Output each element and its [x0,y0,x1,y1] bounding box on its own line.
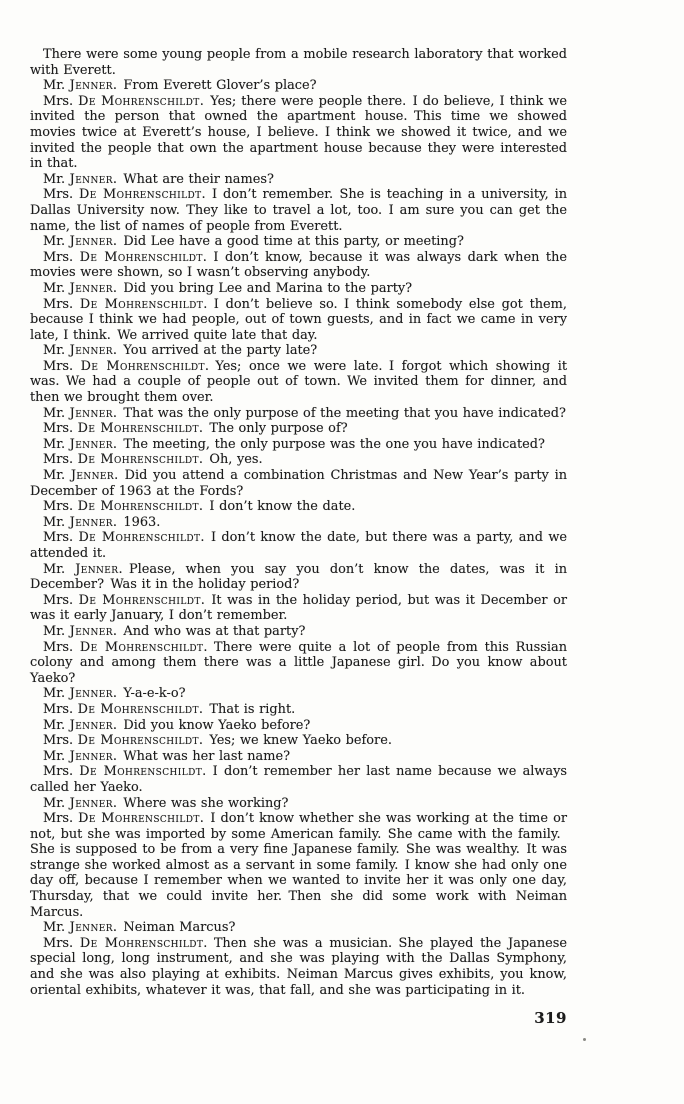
testimony-paragraph: Mr. Jenner. What was her last name? [43,748,291,764]
speaker-name: Mrs. De Mohrenschildt [43,530,201,546]
speaker-surname: Jenner [69,795,113,811]
speaker-name: Mrs. De Mohrenschildt [43,499,199,515]
speaker-name: Mr. Jenner [43,561,119,577]
speaker-surname: De Mohrenschildt [78,187,202,203]
speaker-surname: Jenner [69,343,113,359]
testimony-paragraph: Mrs. De Mohrenschildt. That is right. [43,701,296,717]
testimony-paragraph: Mr. Jenner. Did you know Yaeko before? [43,717,311,733]
speaker-surname: Jenner [75,561,119,577]
testimony-paragraph: Mr. Jenner. 1963. [43,514,161,530]
speaker-name: Mrs. De Mohrenschildt [43,421,199,437]
speaker-surname: De Mohrenschildt [79,935,204,951]
speaker-surname: De Mohrenschildt [77,421,199,437]
testimony-paragraph: Mr. Jenner. What are their names? [43,171,274,187]
speaker-name: Mr. Jenner [43,343,113,359]
testimony-paragraph: Mr. Jenner. Did you bring Lee and Marina to the party? [43,280,413,296]
testimony-paragraph: Mrs. De Mohrenschildt. I don’t know, because it was always dark when the movies were shown, so I wasn’t observing anybody. [30,249,568,281]
speaker-surname: De Mohrenschildt [78,592,201,608]
speaker-surname: Jenner [70,468,115,484]
speaker-name: Mr. Jenner [43,468,115,484]
print-artifact-dot [583,1038,586,1041]
testimony-paragraph: Mrs. De Mohrenschildt. I don’t remember her last name because we always called her Yaeko. [30,764,567,795]
speaker-surname: Jenner [69,405,113,421]
speaker-surname: De Mohrenschildt [78,811,200,827]
testimony-paragraph: Mrs. De Mohrenschildt. I don’t know the date, but there was a party, and we attended it. [30,530,567,561]
speaker-name: Mrs. De Mohrenschildt [43,811,200,827]
speaker-surname: Jenner [69,234,113,250]
speaker-surname: Jenner [69,623,113,639]
speaker-name: Mrs. De Mohrenschildt [43,249,203,265]
testimony-paragraph: Mrs. De Mohrenschildt. Then she was a musician. She played the Japanese special long, long instrument, and she was playing with the Dallas Symphony, and she was also playing at exhibits. Neiman Marcus gives exhibits, you know, oriental exhibits, whatever it was, that fall, and she was participating in it. [30,935,567,998]
speaker-surname: De Mohrenschildt [80,358,205,374]
speaker-surname: Jenner [69,171,113,187]
speaker-surname: Jenner [69,280,113,296]
speaker-name: Mr. Jenner [43,280,113,296]
speaker-name: Mr. Jenner [43,234,113,250]
speaker-name: Mr. Jenner [43,795,113,811]
testimony-paragraph: Mrs. De Mohrenschildt. The only purpose of? [43,421,348,437]
speaker-name: Mrs. De Mohrenschildt [43,733,199,749]
speaker-surname: Jenner [69,920,113,936]
testimony-paragraph: Mr. Jenner. That was the only purpose of the meeting that you have indicated? [43,405,566,421]
testimony-paragraph: Mrs. De Mohrenschildt. It was in the holiday period, but was it December or was it early January, I don’t remember. [30,592,568,624]
speaker-surname: De Mohrenschildt [79,764,203,780]
speaker-surname: Jenner [69,436,113,452]
testimony-paragraph: Mr. Jenner. And who was at that party? [43,623,306,639]
speaker-surname: De Mohrenschildt [79,249,203,265]
speaker-name: Mrs. De Mohrenschildt [43,93,200,109]
testimony-paragraph: Mrs. De Mohrenschildt. Yes; there were people there. I do believe, I think we invited the person that owned the apartment house. This time we showed movies twice at Everett’s house, I believe. I think we showed it twice, and we invited the people that own the apartment house because they were interested in that. [30,93,567,172]
testimony-paragraph: Mr. Jenner. Did Lee have a good time at this party, or meeting? [43,234,464,250]
speaker-surname: Jenner [69,514,113,530]
speaker-name: Mr. Jenner [43,748,113,764]
testimony-paragraph: Mr. Jenner. From Everett Glover’s place? [43,78,317,94]
speaker-name: Mr. Jenner [43,171,113,187]
testimony-paragraph: Mrs. De Mohrenschildt. I don’t know whether she was working at the time or not, but she was imported by some American family. She came with the family. She is supposed to be from a very fine Japanese family. She was wealthy. It was strange she worked almost as a servant in some family. I know she had only one day off, because I remember when we wanted to invite her it was only one day, Thursday, that we could invite her. Then she did some work with Neiman Marcus. [30,811,568,920]
speaker-surname: De Mohrenschildt [77,733,199,749]
testimony-paragraph: Mrs. De Mohrenschildt. I don’t believe so. I think somebody else got them, because I think we had people, out of town guests, and in fact we came in very late, I think. We arrived quite late that day. [30,296,567,343]
speaker-surname: Jenner [69,748,113,764]
speaker-name: Mr. Jenner [43,78,113,94]
speaker-name: Mrs. De Mohrenschildt [43,639,204,655]
testimony-paragraph: Mrs. De Mohrenschildt. There were quite a lot of people from this Russian colony and among them there was a little Japanese girl. Do you know about Yaeko? [30,639,568,686]
speaker-name: Mrs. De Mohrenschildt [43,764,203,780]
speaker-surname: Jenner [69,686,113,702]
speaker-name: Mr. Jenner [43,686,113,702]
testimony-paragraph: There were some young people from a mobile research laboratory that worked with Everett. [30,47,567,78]
testimony-paragraph: Mr. Jenner. You arrived at the party late? [43,343,318,359]
speaker-name: Mrs. De Mohrenschildt [43,187,202,203]
testimony-text [30,47,567,998]
testimony-paragraph: Mr. Jenner. Neiman Marcus? [43,920,236,936]
speaker-name: Mrs. De Mohrenschildt [43,452,199,468]
testimony-paragraph: Mrs. De Mohrenschildt. Yes; we knew Yaeko before. [43,733,392,749]
testimony-paragraph: Mrs. De Mohrenschildt. Yes; once we were late. I forgot which showing it was. We had a couple of people out of town. We invited them for dinner, and then we brought them over. [30,358,567,406]
testimony-paragraph: Mr. Jenner. The meeting, the only purpose was the one you have indicated? [43,436,545,452]
speaker-name: Mrs. De Mohrenschildt [43,935,204,951]
speaker-name: Mr. Jenner [43,514,113,530]
speaker-name: Mrs. De Mohrenschildt [43,592,201,608]
speaker-name: Mrs. De Mohrenschildt [43,296,204,312]
testimony-paragraph: Mr. Jenner. Where was she working? [43,795,289,811]
speaker-surname: Jenner [69,78,113,94]
speaker-surname: De Mohrenschildt [77,499,199,515]
testimony-paragraph: Mr. Jenner. Did you attend a combination Christmas and New Year’s party in December of 1963 at the Fords? [30,468,567,499]
testimony-paragraph: Mr. Jenner. Y-a-e-k-o? [43,686,186,702]
testimony-paragraph: Mrs. De Mohrenschildt. Oh, yes. [43,452,263,468]
speaker-surname: De Mohrenschildt [79,296,204,312]
speaker-surname: De Mohrenschildt [77,452,199,468]
speaker-name: Mr. Jenner [43,717,113,733]
speaker-name: Mr. Jenner [43,623,113,639]
testimony-paragraph: Mr. Jenner. Please, when you say you don’t know the dates, was it in December? Was it in the holiday period? [30,561,567,593]
speaker-surname: Jenner [69,717,113,733]
speaker-name: Mr. Jenner [43,436,113,452]
speaker-surname: De Mohrenschildt [78,530,201,546]
page-number: 319 [534,1009,567,1027]
speaker-surname: De Mohrenschildt [78,93,200,109]
speaker-name: Mr. Jenner [43,920,113,936]
speaker-name: Mr. Jenner [43,405,113,421]
speaker-surname: De Mohrenschildt [79,639,204,655]
speaker-surname: De Mohrenschildt [77,701,199,717]
testimony-paragraph: Mrs. De Mohrenschildt. I don’t know the date. [43,499,356,515]
speaker-name: Mrs. De Mohrenschildt [43,701,199,717]
speaker-name: Mrs. De Mohrenschildt [43,358,205,374]
testimony-paragraph: Mrs. De Mohrenschildt. I don’t remember. She is teaching in a university, in Dallas University now. They like to travel a lot, too. I am sure you can get the name, the list of names of people from Everett. [30,187,567,234]
